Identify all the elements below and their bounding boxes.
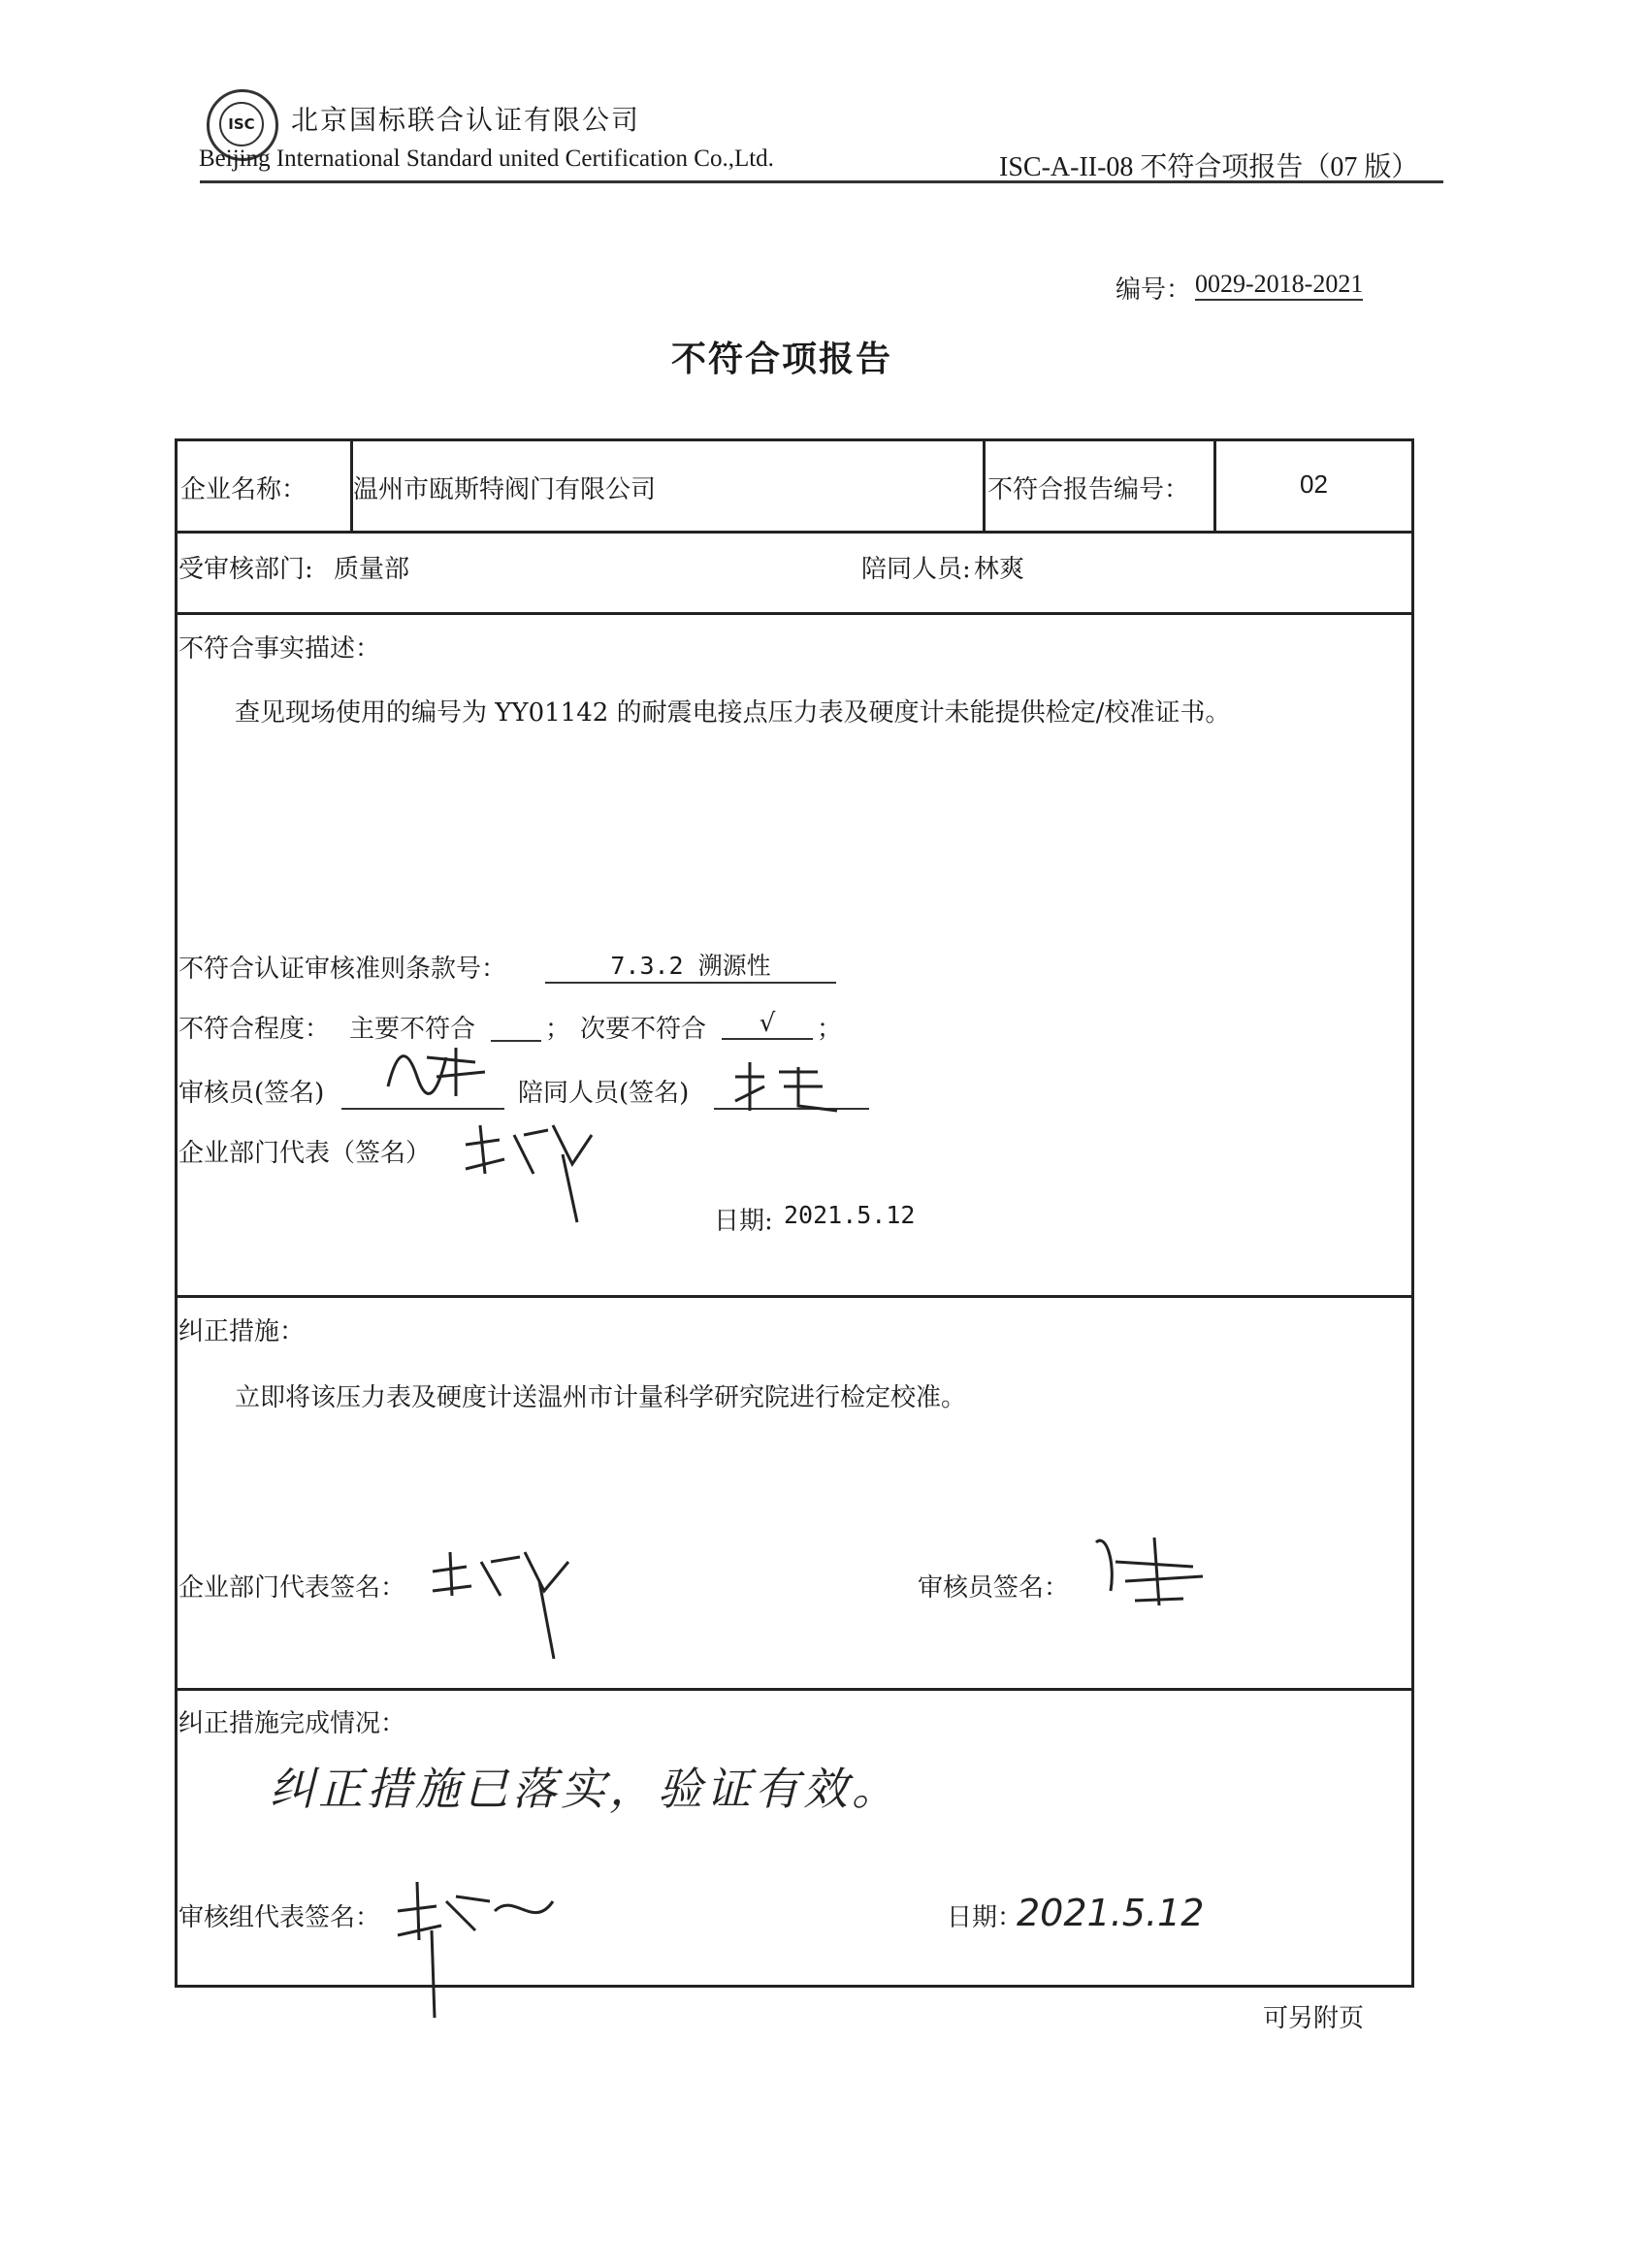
correction-heading: 纠正措施： xyxy=(178,1317,306,1346)
escort-sig-label: 陪同人员(签名) xyxy=(518,1079,690,1108)
minor-value: √ xyxy=(722,1009,813,1040)
minor-label: 次要不符合 xyxy=(580,1015,707,1044)
escort-value: 林爽 xyxy=(974,555,1025,584)
facts-date-value: 2021.5.12 xyxy=(784,1201,916,1229)
clause-label: 不符合认证审核准则条款号： xyxy=(178,955,507,984)
divider xyxy=(983,441,986,531)
completion-date-label: 日期： xyxy=(947,1903,1023,1932)
team-rep-signature xyxy=(388,1872,572,2027)
major-label: 主要不符合 xyxy=(349,1015,476,1044)
dept-rep-signature xyxy=(456,1116,601,1232)
auditor-sig-label: 审核员(签名) xyxy=(178,1079,325,1108)
auditor-signature xyxy=(369,1028,504,1106)
dept-value: 质量部 xyxy=(334,555,410,584)
facts-text: 查见现场使用的编号为 YY01142 的耐震电接点压力表及硬度计未能提供检定/校准证书。 xyxy=(235,698,1231,728)
clause-value: 7.3.2 溯源性 xyxy=(545,947,836,984)
correction-text: 立即将该压力表及硬度计送温州市计量科学研究院进行检定校准。 xyxy=(235,1383,967,1412)
dept-label: 受审核部门: xyxy=(178,555,313,584)
escort-label: 陪同人员: xyxy=(861,555,971,584)
divider xyxy=(178,612,1411,615)
correction-auditor-label: 审核员签名： xyxy=(918,1573,1070,1603)
facts-date-label: 日期: xyxy=(714,1207,773,1236)
divider xyxy=(178,1295,1411,1298)
degree-label: 不符合程度： xyxy=(178,1015,331,1044)
page-title: 不符合项报告 xyxy=(671,339,893,379)
report-no-value: 02 xyxy=(1300,470,1328,499)
company-name-cn: 北京国标联合认证有限公司 xyxy=(291,104,641,136)
divider xyxy=(1213,441,1216,531)
facts-heading: 不符合事实描述： xyxy=(178,634,381,664)
team-rep-label: 审核组代表签名： xyxy=(178,1903,381,1932)
report-number-label: 编号： xyxy=(1116,275,1192,305)
escort-signature xyxy=(726,1057,852,1116)
divider xyxy=(178,531,1411,534)
completion-date-value: 2021.5.12 xyxy=(1017,1892,1205,1934)
header-divider xyxy=(200,180,1443,183)
divider xyxy=(178,1688,1411,1691)
company-name-en: Beijing International Standard united Certification Co.,Ltd. xyxy=(199,146,774,172)
logo-text: ISC xyxy=(219,102,264,146)
report-number-value: 0029-2018-2021 xyxy=(1195,270,1363,301)
report-no-label: 不符合报告编号： xyxy=(987,475,1190,504)
completion-handwritten: 纠正措施已落实，验证有效。 xyxy=(270,1763,900,1815)
correction-dept-rep-signature xyxy=(423,1542,588,1669)
completion-heading: 纠正措施完成情况： xyxy=(178,1709,406,1738)
company-value: 温州市瓯斯特阀门有限公司 xyxy=(353,475,657,504)
correction-auditor-signature xyxy=(1077,1523,1222,1620)
dept-rep-sig-label: 企业部门代表（签名） xyxy=(178,1139,432,1168)
footer-note: 可另附页 xyxy=(1263,2004,1365,2033)
form-code: ISC-A-II-08 不符合项报告（07 版） xyxy=(999,152,1419,182)
correction-dept-rep-label: 企业部门代表签名： xyxy=(178,1573,406,1603)
company-label: 企业名称： xyxy=(180,475,307,504)
